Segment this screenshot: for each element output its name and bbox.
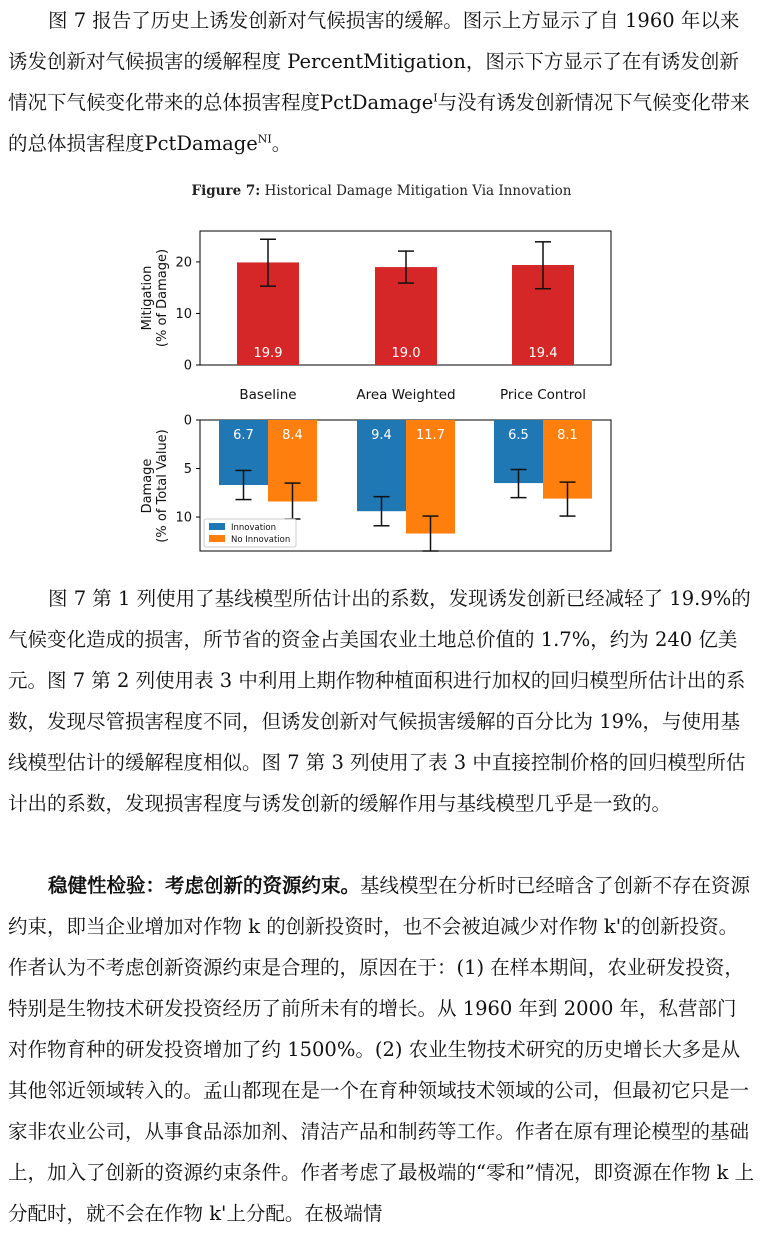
intro-text-b: 与没有诱发创新情况下气候变化带来的总体损害程度PctDamage: [8, 91, 750, 155]
legend-label: No Innovation: [231, 535, 291, 545]
body-paragraph-robustness: [8, 865, 756, 1234]
damage-value-label: 11.7: [416, 428, 445, 443]
category-label: Area Weighted: [356, 387, 456, 403]
body-paragraph-columns: [8, 578, 756, 824]
legend-label: Innovation: [231, 523, 277, 533]
damage-value-label: 9.4: [371, 428, 392, 443]
mitigation-value-label: 19.9: [253, 346, 283, 361]
bottom-y-tick-label: 0: [183, 413, 192, 429]
top-y-tick-label: 20: [175, 255, 192, 271]
legend-swatch: [209, 523, 225, 530]
damage-value-label: 8.1: [557, 428, 578, 443]
robustness-heading: 稳健性检验：考虑创新的资源约束。: [48, 874, 361, 897]
category-label: Price Control: [499, 387, 587, 403]
bottom-y-axis-label-line2: (% of Total Value): [155, 429, 170, 543]
figure-7-chart: [0, 0, 763, 600]
legend-swatch: [209, 535, 225, 542]
top-y-axis-label-line1: Mitigation: [140, 265, 155, 331]
superscript-i: I: [433, 91, 438, 105]
top-y-tick-label: 10: [175, 306, 192, 322]
figure-title-text: Historical Damage Mitigation Via Innovation: [260, 183, 572, 199]
mitigation-value-label: 19.4: [528, 346, 558, 361]
paragraph-column-results: 图 7 第 1 列使用了基线模型所估计出的系数，发现诱发创新已经减轻了 19.9%的气候变化造成的损害，所节省的资金占美国农业土地总价值的 1.7%，约为 240 亿美元。图 7 第 2 列使用表 3 中利用上期作物种植面积进行加权的回归模型所估计出的系数，发现尽管损害程度不同，但诱发创新对气候损害缓解的百分比为 19%，与使用基线模型估计的缓解程度相似。图 7 第 3 列使用了表 3 中直接控制价格的回归模型所估计出的系数，发现损害程度与诱发创新的缓解作用与基线模型几乎是一致的。: [8, 587, 751, 815]
figure-title-label: Figure 7:: [191, 183, 261, 199]
damage-value-label: 6.5: [508, 428, 529, 443]
category-label: Baseline: [239, 387, 297, 403]
bottom-y-tick-label: 10: [175, 510, 192, 526]
intro-text-c: 。: [271, 132, 292, 155]
robustness-text: 基线模型在分析时已经暗含了创新不存在资源约束，即当企业增加对作物 k 的创新投资时，也不会被迫减少对作物 k'的创新投资。作者认为不考虑创新资源约束是合理的，原因在于：(1) 在样本期间，农业研发投资，特别是生物技术研发投资经历了前所未有的增长。从 1960 年到 2000 年，私营部门对作物育种的研发投资增加了约 1500%。(2) 农业生物技术研究的历史增长大多是从其他邻近领域转入的。孟山都现在是一个在育种领域技术领域的公司，但最初它只是一家非农业公司，从事食品添加剂、清洁产品和制药等工作。作者在原有理论模型的基础上，加入了创新的资源约束条件。作者考虑了最极端的“零和”情况，即资源在作物 k 上分配时，就不会在作物 k'上分配。在极端情: [8, 874, 755, 1225]
superscript-ni: NI: [257, 132, 272, 146]
bottom-y-axis-label-line1: Damage: [140, 458, 155, 514]
top-y-tick-label: 0: [183, 358, 192, 374]
intro-text-a: 图 7 报告了历史上诱发创新对气候损害的缓解。图示上方显示了自 1960 年以来诱发创新对气候损害的缓解程度 PercentMitigation，图示下方显示了在有诱发创新情况下气候变化带来的总体损害程度PctDamage: [8, 9, 740, 114]
top-y-axis-label-line2: (% of Damage): [155, 248, 170, 348]
damage-value-label: 6.7: [233, 428, 254, 443]
damage-value-label: 8.4: [282, 428, 303, 443]
mitigation-value-label: 19.0: [391, 346, 421, 361]
bottom-y-tick-label: 5: [183, 462, 192, 478]
